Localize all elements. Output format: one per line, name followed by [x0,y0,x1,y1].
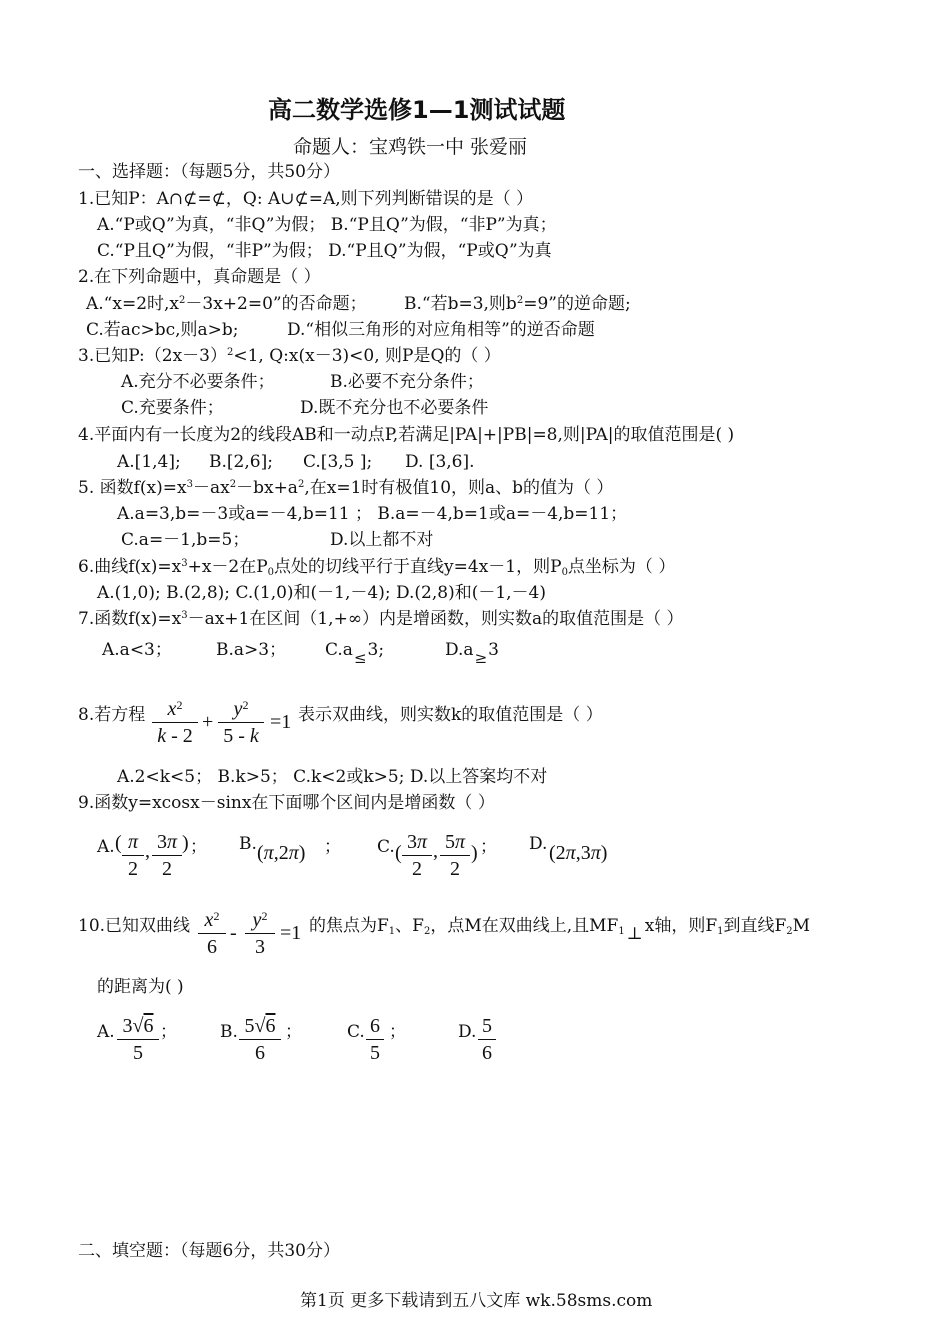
q5-option-c: C.a=－1,b=5； [121,530,250,550]
q10-option-a-frac: 3√6 5 [117,1014,159,1065]
q10-sep-c: ； [389,1022,406,1042]
q5-option-d: D.以上都不对 [330,530,434,550]
q7-stem: 7.函数$f(x)=x^3-ax+1$在区间（1,+∞）内是增函数，则实数a的取值范围是（ ） [78,609,684,629]
q1-stem: 1.已知P：A∩⊄=⊄，Q: A∪⊄=A,则下列判断错误的是（ ） [78,189,534,209]
q9-stem: 9.函数y=xcosx－sinx在下面哪个区间内是增函数（ ） [78,793,495,813]
section-fill-heading: 二、填空题：（每题6分，共30分） [78,1241,340,1261]
q2-stem: 2.在下列命题中，真命题是（ ） [78,267,321,287]
q9-sep-c: ； [480,837,497,857]
q9-option-a-frac1: π 2 [122,830,144,881]
q3-stem: 3.已知$P:(2x-3)^2<1$, Q:x(x－3)<0, 则P是Q的（ ） [78,346,501,366]
q9-option-c-paren: ( [395,842,402,864]
q10-minus: - [230,922,237,944]
q6-stem: 6.曲线$f(x)=x^3+x-2$在$P_0$点处的切线平行于直线y=4x－1，则$P_0$点坐标为（ ） [78,557,676,578]
q10-fraction-1: $x^2$ 6 [198,908,226,959]
q8-prefix: 8.若方程 [78,705,146,725]
q9-option-c-frac1: 3π 2 [402,830,432,881]
q1-options-ab: A.“P或Q”为真，“非Q”为假； B.“P且Q”为假，“非P”为真； [97,215,557,235]
q2-option-a: A.“x=2时$,x^2-3x+2=0$”的否命题； [86,294,367,314]
q9-option-b-label: B. [239,834,257,854]
q10-option-b-frac: 5√6 6 [239,1014,281,1065]
q3-option-d: D.既不充分也不必要条件 [300,398,489,418]
q2-option-b: B.“若b=3,则$b^2=9$”的逆命题; [404,294,631,314]
q9-option-a-comma: , [145,840,150,862]
q9-sep-b: ； [324,837,341,857]
q9-option-a-frac2: 3π 2 [152,830,182,881]
q9-option-c-paren-close: ) [471,842,478,864]
section-choice-heading: 一、选择题：（每题5分，共50分） [78,162,340,182]
q9-option-b-interval: (π,2π) [257,842,306,864]
q10-sep-a: ； [160,1022,177,1042]
q10-equals-one: =1 [280,922,302,944]
q4-option-b: B.[2,6]; [209,452,273,472]
q10-option-d-label: D. [458,1022,477,1042]
q9-option-a-paren: ( [115,832,122,854]
q10-sep-b: ； [285,1022,302,1042]
q10-stem: 的焦点为$F_1$、$F_2$，点M在双曲线上,且$MF_1$ ⊥ x轴，则$F_1$到直线$F_2M$ [309,916,811,944]
q6-options: A.(1,0); B.(2,8); C.(1,0)和(－1,－4); D.(2,8)和(－1,－4) [97,583,547,603]
q10-prefix: 10.已知双曲线 [78,916,191,936]
q10-option-b-label: B. [220,1022,238,1042]
q10-option-c-label: C. [347,1022,365,1042]
q7-option-c: C.a≤3; [325,640,385,667]
q3-option-b: B.必要不充分条件； [330,372,484,392]
q9-option-a-paren-close: ) [182,832,189,854]
q9-option-a-label: A. [97,837,115,857]
q2-option-d: D.“相似三角形的对应角相等”的逆否命题 [287,320,595,340]
q2-option-c: C.若ac>bc,则a>b; [86,320,239,340]
q9-option-c-label: C. [377,837,395,857]
q3-option-a: A.充分不必要条件； [121,372,275,392]
q10-option-c-frac: 6 5 [366,1014,384,1065]
q8-equals-one: =1 [270,711,292,733]
q5-stem: 5. 函数$f(x)=x^3-ax^2-bx+a^2$,在x=1时有极值10，则a、b的值为（ ） [78,478,614,498]
q1-options-cd: C.“P且Q”为假，“非P”为假； D.“P且Q”为假，“P或Q”为真 [97,241,552,261]
author-line: 命题人：宝鸡铁一中 张爱丽 [293,136,528,158]
q7-option-b: B.a>3； [216,640,287,660]
q4-option-c: C.[3,5 ]; [303,452,373,472]
q8-plus: + [202,711,214,733]
q9-option-c-comma: , [433,840,438,862]
q8-suffix: 表示双曲线，则实数k的取值范围是（ ） [298,705,603,725]
q4-option-a: A.[1,4]; [117,452,181,472]
q9-sep-a: ； [190,837,207,857]
q7-option-a: A.a<3； [102,640,172,660]
q9-option-d-interval: (2π,3π) [549,842,608,864]
q4-stem: 4.平面内有一长度为2的线段AB和一动点P,若满足|PA|+|PB|=8,则|PA|的取值范围是( ) [78,425,735,445]
q8-options: A.2<k<5； B.k>5； C.k<2或k>5; D.以上答案均不对 [117,767,548,787]
q8-fraction-2: $y^2$ 5 - k [218,697,264,748]
page-title: 高二数学选修1—1测试试题 [268,96,566,124]
q10-option-a-label: A. [97,1022,115,1042]
q9-option-d-label: D. [529,834,548,854]
page-footer: 第1页 更多下载请到五八文库 wk.58sms.com [300,1291,653,1311]
q10-line2: 的距离为( ) [97,977,184,997]
q5-options-ab: A.a=3,b=－3或a=－4,b=11 ； B.a=－4,b=1或a=－4,b=11； [117,504,628,524]
q8-fraction-1: $x^2$ k - 2 [152,697,198,748]
q7-option-d: D.a≥3 [445,640,499,667]
q10-option-d-frac: 5 6 [478,1014,496,1065]
q3-option-c: C.充要条件； [121,398,224,418]
q9-option-c-frac2: 5π 2 [440,830,470,881]
q10-fraction-2: $y^2$ 3 [245,908,275,959]
q4-option-d: D. [3,6]. [405,452,475,472]
